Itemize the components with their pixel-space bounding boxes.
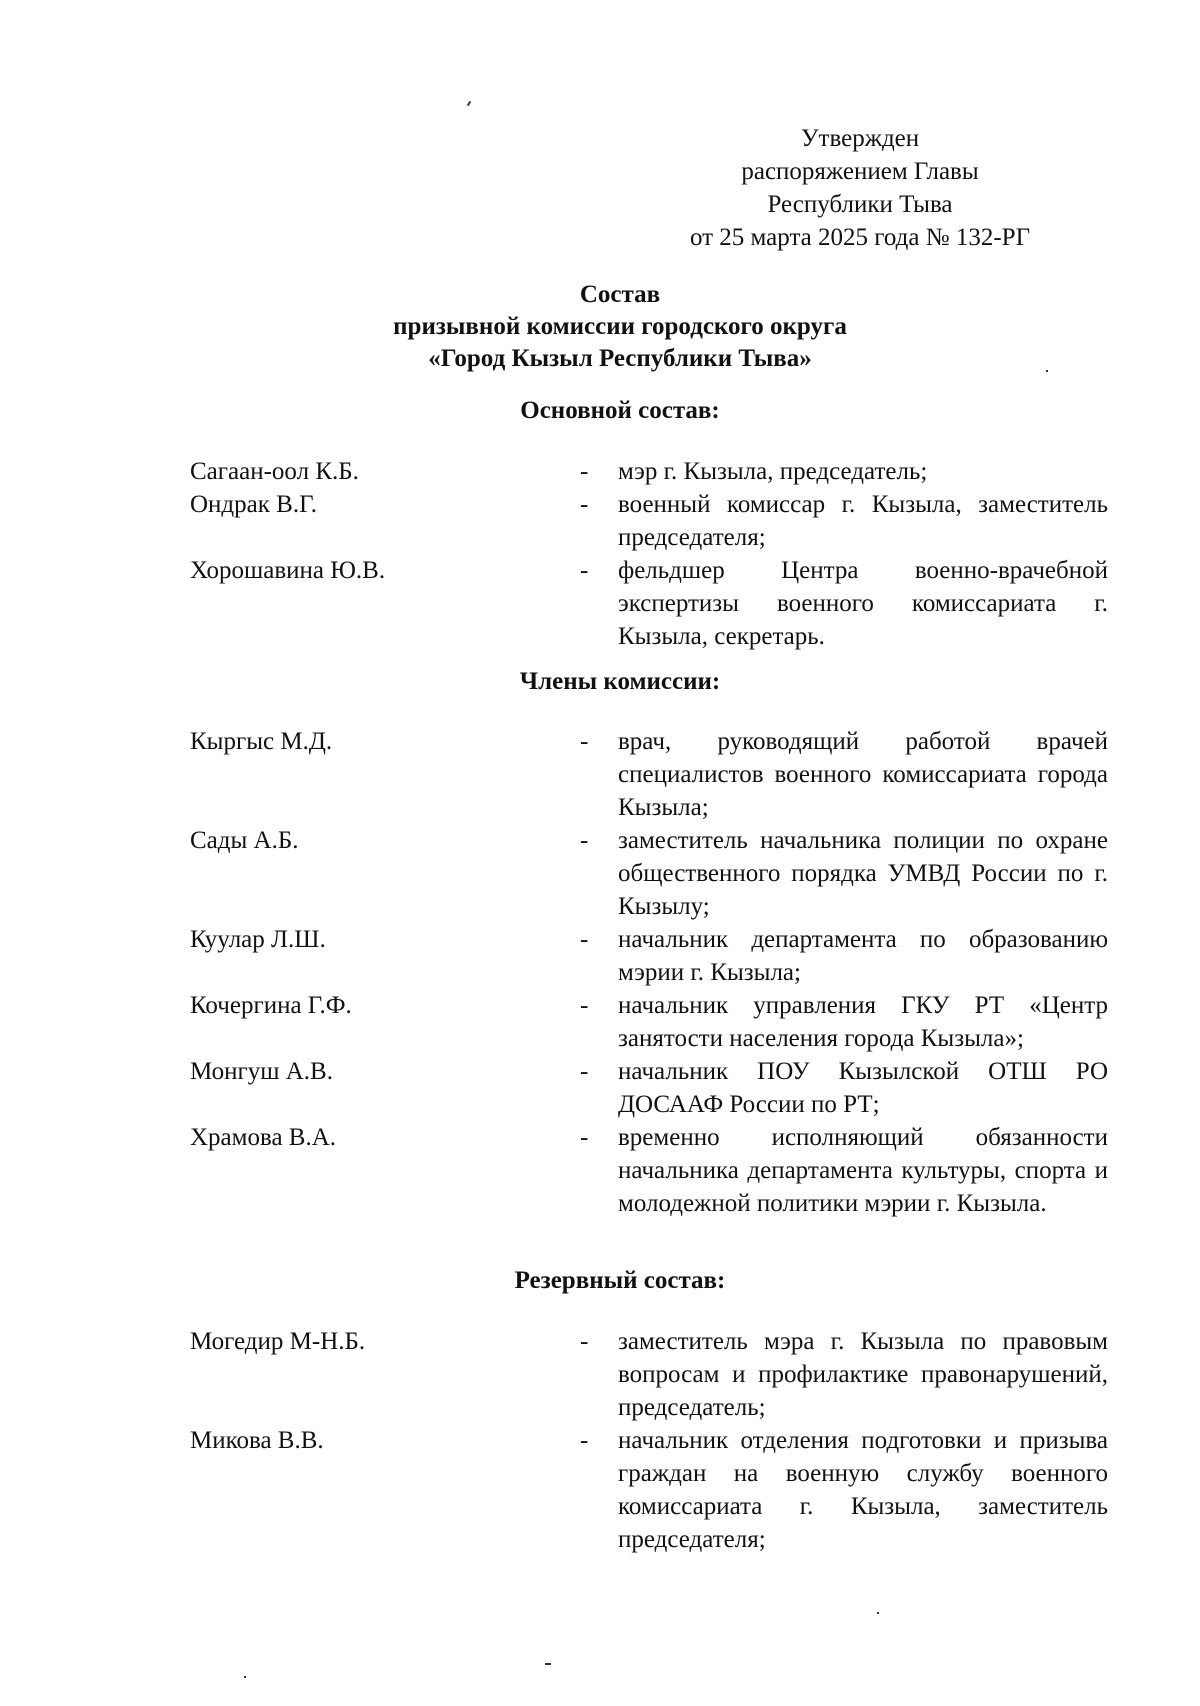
member-dash: - (580, 926, 589, 953)
member-dash: - (580, 458, 589, 485)
approval-line: распоряжением Главы (741, 158, 979, 185)
member-role: врач, руководящий работой врачей специалистов военного комиссариата города Кызыла; (618, 728, 1108, 821)
member-role: военный комиссар г. Кызыла, заместитель председателя; (618, 491, 1108, 551)
approval-line: Республики Тыва (767, 191, 953, 218)
member-row (0, 725, 1200, 824)
reserve-composition-section (0, 1265, 1200, 1556)
member-row (0, 989, 1200, 1055)
member-name: Храмова В.А. (190, 1124, 337, 1151)
commission-members-section (0, 666, 1200, 1220)
scan-speck (244, 1676, 246, 1678)
approval-line: от 25 марта 2025 года № 132-РГ (689, 224, 1031, 251)
member-row (0, 455, 1200, 488)
approval-block (640, 122, 1080, 254)
section-heading: Основной состав: (520, 397, 720, 424)
member-name: Могедир М-Н.Б. (190, 1328, 366, 1355)
title-line: призывной комиссии городского округа (393, 313, 847, 340)
member-dash: - (580, 827, 589, 854)
member-dash: - (580, 992, 589, 1019)
member-row (0, 1121, 1200, 1220)
member-row (0, 488, 1200, 554)
member-row (0, 923, 1200, 989)
member-role: заместитель мэра г. Кызыла по правовым вопросам и профилактике правонарушений, председатель; (618, 1328, 1108, 1421)
scan-speck (1046, 370, 1048, 372)
member-role: фельдшер Центра военно-врачебной экспертизы военного комиссариата г. Кызыла, секретарь. (618, 557, 1108, 650)
member-dash: - (580, 1427, 589, 1454)
member-name: Сагаан-оол К.Б. (190, 458, 359, 485)
document-title (200, 279, 1040, 375)
member-name: Куулар Л.Ш. (190, 926, 326, 953)
member-name: Монгуш А.В. (190, 1058, 333, 1085)
member-dash: - (580, 1058, 589, 1085)
member-role: начальник отделения подготовки и призыва граждан на военную службу военного комиссариата г. Кызыла, заместитель председателя; (618, 1427, 1108, 1553)
section-heading: Резервный состав: (514, 1267, 726, 1294)
member-dash: - (580, 1124, 589, 1151)
member-dash: - (580, 557, 589, 584)
member-dash: - (580, 491, 589, 518)
member-role: временно исполняющий обязанности начальника департамента культуры, спорта и молодежной политики мэрии г. Кызыла. (618, 1124, 1108, 1217)
scan-speck (467, 101, 471, 106)
member-role: мэр г. Кызыла, председатель; (618, 458, 928, 485)
member-role: начальник управления ГКУ РТ «Центр занятости населения города Кызыла»; (618, 992, 1108, 1052)
member-name: Хорошавина Ю.В. (190, 557, 386, 584)
member-role: начальник департамента по образованию мэрии г. Кызыла; (618, 926, 1108, 986)
member-role: начальник ПОУ Кызылской ОТШ РО ДОСААФ России по РТ; (618, 1058, 1108, 1118)
member-name: Сады А.Б. (190, 827, 299, 854)
section-heading: Члены комиссии: (519, 668, 721, 695)
member-role: заместитель начальника полиции по охране общественного порядка УМВД России по г. Кызылу; (618, 827, 1108, 920)
approval-line: Утвержден (800, 125, 920, 152)
title-line: Состав (579, 281, 661, 308)
member-name: Кыргыс М.Д. (190, 728, 333, 755)
member-dash: - (580, 728, 589, 755)
scan-speck (877, 1612, 879, 1614)
member-row (0, 554, 1200, 653)
member-row (0, 1424, 1200, 1556)
member-name: Ондрак В.Г. (190, 491, 317, 518)
scan-speck (545, 1663, 551, 1665)
member-row (0, 824, 1200, 923)
main-composition-section (0, 395, 1200, 653)
member-row (0, 1055, 1200, 1121)
member-row (0, 1325, 1200, 1424)
member-dash: - (580, 1328, 589, 1355)
title-line: «Город Кызыл Республики Тыва» (428, 345, 812, 372)
member-name: Кочергина Г.Ф. (190, 992, 352, 1019)
member-name: Микова В.В. (190, 1427, 324, 1454)
